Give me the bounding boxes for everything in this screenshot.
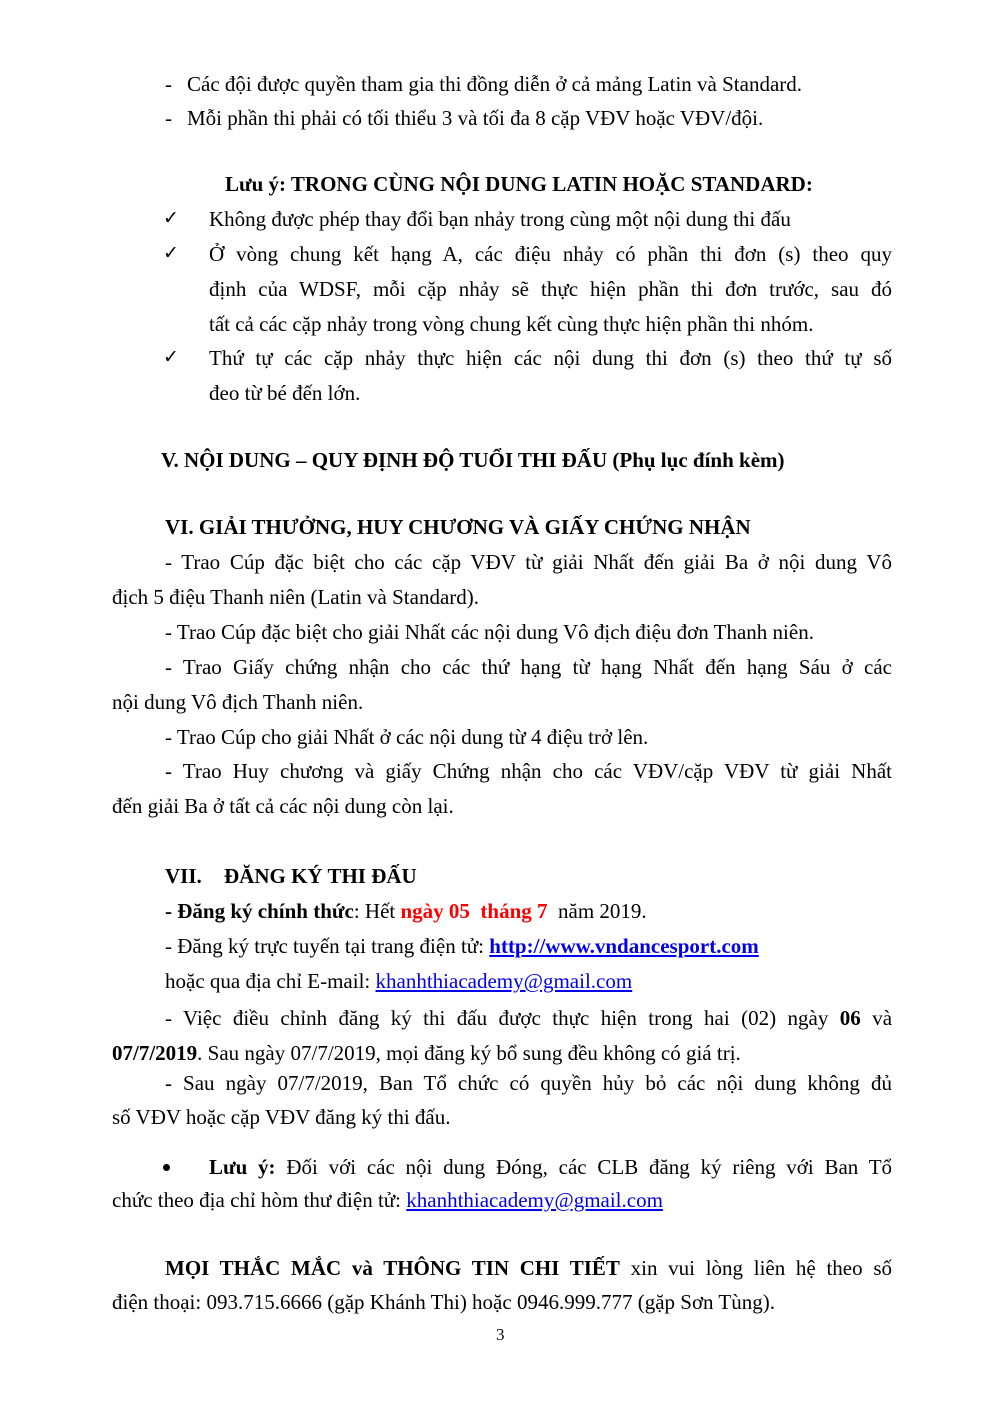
adjust-line bbox=[165, 1008, 892, 1029]
official-prefix: Hết bbox=[364, 899, 396, 923]
adjust-date-2: 07/7/2019 bbox=[112, 1041, 198, 1065]
section-number: VII. bbox=[165, 864, 202, 888]
email-link[interactable]: khanhthiacademy@gmail.com bbox=[375, 969, 633, 993]
contact-rest: xin vui lòng liên hệ theo số bbox=[630, 1256, 892, 1280]
paragraph-line: - Sau ngày 07/7/2019, Ban Tổ chức có quyền hủy bỏ các nội dung không đủ bbox=[165, 1071, 892, 1095]
check-item-line: đeo từ bé đến lớn. bbox=[209, 381, 361, 405]
section-heading bbox=[161, 450, 785, 471]
section-title: V. NỘI DUNG – QUY ĐỊNH ĐỘ TUỔI THI ĐẤU bbox=[161, 448, 608, 472]
note-label: Lưu ý: bbox=[225, 172, 287, 196]
contact-bold: MỌI THẮC MẮC và THÔNG TIN CHI TIẾT bbox=[165, 1256, 620, 1280]
paragraph-line: - Trao Giấy chứng nhận cho các thứ hạng từ hạng Nhất đến hạng Sáu ở các bbox=[165, 655, 892, 679]
adjust-text: - Việc điều chỉnh đăng ký thi đấu được thực hiện trong hai (02) ngày bbox=[165, 1006, 829, 1030]
paragraph-line: địch 5 điệu Thanh niên (Latin và Standard). bbox=[112, 585, 480, 609]
closed-note-text: Đối với các nội dung Đóng, các CLB đăng ký riêng với Ban Tổ bbox=[286, 1155, 893, 1179]
check-item-line: Ở vòng chung kết hạng A, các điệu nhảy có phần thi đơn (s) theo quy bbox=[209, 242, 892, 266]
email-link[interactable]: khanhthiacademy@gmail.com bbox=[406, 1188, 663, 1212]
deadline-month: tháng 7 bbox=[480, 899, 548, 923]
online-registration-line bbox=[165, 936, 759, 957]
adjust-date-1: 06 bbox=[839, 1006, 861, 1030]
closed-note-line-2 bbox=[112, 1190, 663, 1211]
paragraph-line: đến giải Ba ở tất cả các nội dung còn lại. bbox=[112, 794, 454, 818]
paragraph-line: - Trao Cúp cho giải Nhất ở các nội dung từ 4 điệu trở lên. bbox=[165, 725, 649, 749]
online-prefix: - Đăng ký trực tuyến tại trang điện tử: bbox=[165, 934, 485, 958]
adjust-line-2 bbox=[112, 1043, 741, 1064]
list-item: Mỗi phần thi phải có tối thiểu 3 và tối đa 8 cặp VĐV hoặc VĐV/đội. bbox=[187, 106, 764, 130]
official-registration-line bbox=[165, 901, 647, 922]
list-item: Các đội được quyền tham gia thi đồng diễn ở cả mảng Latin và Standard. bbox=[187, 72, 803, 96]
official-colon: : bbox=[353, 899, 360, 923]
list-dash: - bbox=[165, 106, 172, 130]
check-item-line: Thứ tự các cặp nhảy thực hiện các nội dung thi đơn (s) theo thứ tự số bbox=[209, 346, 892, 370]
checkmark-icon: ✓ bbox=[163, 242, 179, 264]
section-heading: ĐĂNG KÝ THI ĐẤU bbox=[224, 864, 417, 888]
closed-note-label: Lưu ý: bbox=[209, 1155, 276, 1179]
bullet-icon bbox=[163, 1164, 170, 1171]
paragraph-line: số VĐV hoặc cặp VĐV đăng ký thi đấu. bbox=[112, 1105, 451, 1129]
website-link[interactable]: http://www.vndancesport.com bbox=[489, 934, 759, 958]
contact-line bbox=[165, 1258, 892, 1279]
paragraph-line: nội dung Vô địch Thanh niên. bbox=[112, 690, 364, 714]
check-item: Không được phép thay đổi bạn nhảy trong cùng một nội dung thi đấu bbox=[209, 207, 791, 231]
page-number: 3 bbox=[496, 1325, 505, 1344]
section-heading: VI. GIẢI THƯỞNG, HUY CHƯƠNG VÀ GIẤY CHỨNG NHẬN bbox=[165, 515, 751, 539]
deadline-day: ngày 05 bbox=[400, 899, 470, 923]
email-registration-line bbox=[165, 971, 632, 992]
check-item-line: định của WDSF, mỗi cặp nhảy sẽ thực hiện phần thi đơn trước, sau đó bbox=[209, 277, 892, 301]
official-label: Đăng ký chính thức bbox=[177, 899, 354, 923]
paragraph-line: - Trao Cúp đặc biệt cho các cặp VĐV từ giải Nhất đến giải Ba ở nội dung Vô bbox=[165, 550, 892, 574]
paragraph-line: - Trao Huy chương và giấy Chứng nhận cho các VĐV/cặp VĐV từ giải Nhất bbox=[165, 759, 892, 783]
closed-note-text-2: chức theo địa chỉ hòm thư điện tử: bbox=[112, 1188, 401, 1212]
note-title: TRONG CÙNG NỘI DUNG LATIN HOẶC STANDARD: bbox=[290, 172, 813, 196]
list-dash: - bbox=[165, 72, 172, 96]
deadline-year: năm 2019. bbox=[558, 899, 647, 923]
checkmark-icon: ✓ bbox=[163, 207, 179, 229]
checkmark-icon: ✓ bbox=[163, 346, 179, 368]
adjust-and: và bbox=[872, 1006, 893, 1030]
official-dash: - bbox=[165, 899, 172, 923]
closed-note-line bbox=[209, 1157, 892, 1178]
adjust-rest: . Sau ngày 07/7/2019, mọi đăng ký bổ sung đều không có giá trị. bbox=[197, 1041, 741, 1065]
note-heading bbox=[225, 174, 813, 195]
email-prefix: hoặc qua địa chỉ E-mail: bbox=[165, 969, 371, 993]
check-item-line: tất cả các cặp nhảy trong vòng chung kết cùng thực hiện phần thi nhóm. bbox=[209, 312, 814, 336]
contact-line-2: điện thoại: 093.715.6666 (gặp Khánh Thi) hoặc 0946.999.777 (gặp Sơn Tùng). bbox=[112, 1290, 775, 1314]
paragraph-line: - Trao Cúp đặc biệt cho giải Nhất các nội dung Vô địch điệu đơn Thanh niên. bbox=[165, 620, 814, 644]
section-title-suffix: (Phụ lục đính kèm) bbox=[612, 448, 785, 472]
